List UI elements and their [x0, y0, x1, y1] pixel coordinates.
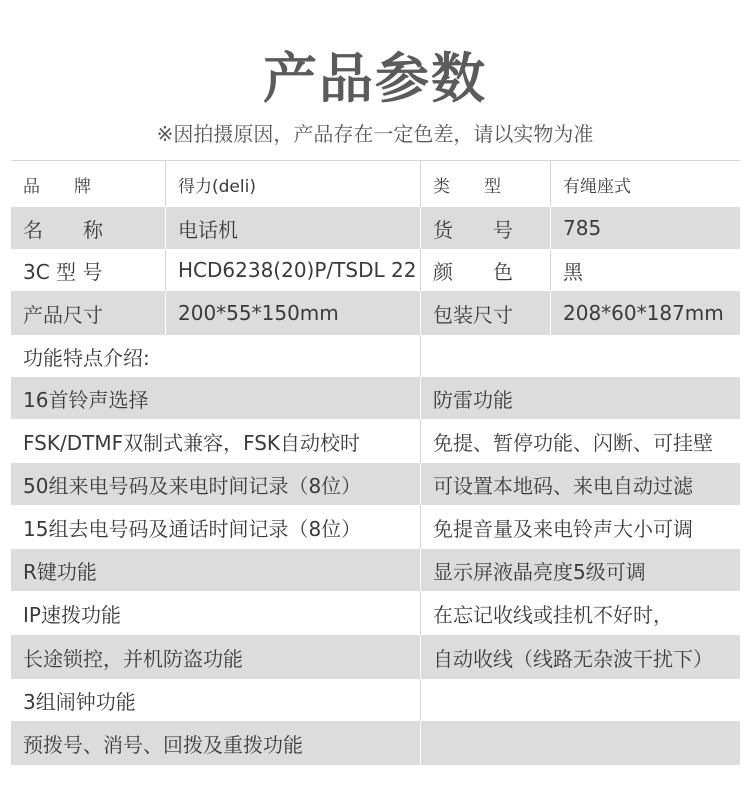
- features-heading: 功能特点介绍:: [11, 335, 421, 377]
- spec-row-size: [11, 291, 740, 335]
- page-title: 产品参数: [263, 47, 487, 110]
- feature-row: [11, 549, 740, 591]
- feature-row: [11, 635, 740, 679]
- feature-left: 预拨号、消号、回拨及重拨功能: [11, 721, 421, 765]
- spec-value: 电话机: [166, 207, 421, 249]
- color-difference-note: ※因拍摄原因，产品存在一定色差，请以实物为准: [156, 122, 594, 146]
- spec-table: [11, 160, 740, 765]
- features-heading-row: [11, 335, 740, 377]
- spec-label: 类 型: [421, 161, 551, 207]
- spec-label: 品 牌: [11, 161, 166, 207]
- spec-value: 有绳座式: [563, 176, 631, 197]
- feature-left: 15组去电号码及通话时间记录（8位）: [11, 505, 421, 549]
- spec-value: 黑: [563, 259, 583, 284]
- spec-label: 产品尺寸: [11, 291, 166, 335]
- spec-label: 包装尺寸: [421, 291, 551, 335]
- feature-right: 防雷功能: [433, 387, 513, 412]
- feature-right: 免提、暂停功能、闪断、可挂壁: [433, 430, 713, 455]
- feature-left: FSK/DTMF双制式兼容，FSK自动校时: [11, 419, 421, 463]
- feature-right: 免提音量及来电铃声大小可调: [433, 516, 693, 541]
- feature-row: [11, 679, 740, 721]
- feature-right: 在忘记收线或挂机不好时，: [433, 602, 673, 627]
- feature-row: [11, 419, 740, 463]
- feature-right: [421, 679, 740, 721]
- spec-label: 名 称: [11, 207, 166, 249]
- features-heading-blank: [421, 335, 740, 377]
- spec-label: 货 号: [421, 207, 551, 249]
- spec-value: 200*55*150mm: [166, 291, 421, 335]
- feature-row: [11, 505, 740, 549]
- spec-row-name: [11, 207, 740, 249]
- spec-value: 得力(deli): [166, 161, 421, 207]
- feature-left: 16首铃声选择: [11, 377, 421, 419]
- feature-row: [11, 721, 740, 765]
- feature-right: [421, 721, 740, 765]
- spec-row-model: [11, 249, 740, 291]
- feature-left: 长途锁控，并机防盗功能: [11, 635, 421, 679]
- feature-left: R键功能: [11, 549, 421, 591]
- spec-value: HCD6238(20)P/TSDL 22: [166, 249, 421, 291]
- feature-row: [11, 377, 740, 419]
- feature-left: IP速拨功能: [11, 591, 421, 635]
- spec-label: 3C 型 号: [11, 249, 166, 291]
- feature-row: [11, 463, 740, 505]
- feature-right: 显示屏液晶亮度5级可调: [433, 559, 646, 584]
- spec-label: 颜 色: [421, 249, 551, 291]
- spec-value: 785: [563, 216, 602, 240]
- feature-left: 50组来电号码及来电时间记录（8位）: [11, 463, 421, 505]
- feature-left: 3组闹钟功能: [11, 679, 421, 721]
- feature-right: 可设置本地码、来电自动过滤: [433, 473, 693, 498]
- spec-value: 208*60*187mm: [563, 301, 724, 325]
- feature-right: 自动收线（线路无杂波干扰下）: [433, 646, 713, 671]
- feature-row: [11, 591, 740, 635]
- spec-row-brand: [11, 161, 740, 207]
